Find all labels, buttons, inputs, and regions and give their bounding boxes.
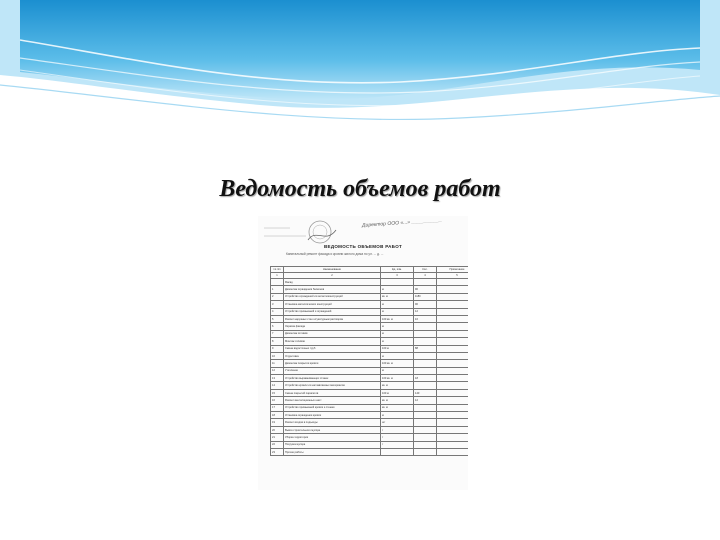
table-cell: 1180 bbox=[414, 293, 437, 300]
table-cell: Смена водосточных труб bbox=[284, 345, 381, 352]
table-cell bbox=[437, 367, 469, 374]
table-cell: 100 кв. м bbox=[381, 360, 414, 367]
table-cell: Прочие работы bbox=[284, 448, 381, 455]
table-cell bbox=[414, 338, 437, 345]
table-cell bbox=[414, 382, 437, 389]
table-cell: 10 bbox=[271, 352, 284, 359]
table-cell: шт bbox=[381, 419, 414, 426]
table-cell: Окраска фасада bbox=[284, 323, 381, 330]
table-cell bbox=[437, 412, 469, 419]
table-cell: Устройство ограждений из металлоконструкций bbox=[284, 293, 381, 300]
table-cell bbox=[437, 448, 469, 455]
table-cell: т bbox=[381, 426, 414, 433]
table-cell: 8 bbox=[271, 338, 284, 345]
table-cell bbox=[437, 301, 469, 308]
table-cell: 9 bbox=[271, 345, 284, 352]
table-cell: м bbox=[381, 338, 414, 345]
table-cell bbox=[437, 352, 469, 359]
table-cell: 4 bbox=[271, 308, 284, 315]
table-cell bbox=[437, 360, 469, 367]
table-cell: 14 bbox=[271, 382, 284, 389]
table-cell: кв. м bbox=[381, 382, 414, 389]
table-row bbox=[271, 293, 469, 300]
table-cell bbox=[437, 345, 469, 352]
table-cell bbox=[437, 330, 469, 337]
table-cell bbox=[437, 308, 469, 315]
table-cell: 18 bbox=[414, 375, 437, 382]
table-cell: 100 кв. м bbox=[381, 375, 414, 382]
document-title: ВЕДОМОСТЬ ОБЪЕМОВ РАБОТ bbox=[324, 244, 403, 249]
table-cell: 7 bbox=[271, 330, 284, 337]
table-cell: Ремонт наружных стен штукатурным раствором bbox=[284, 315, 381, 322]
table-cell: 100 кв. м bbox=[381, 315, 414, 322]
table-cell: 20 bbox=[271, 426, 284, 433]
table-cell: Демонтаж ограждения балконов bbox=[284, 286, 381, 293]
table-cell: м bbox=[381, 301, 414, 308]
table-cell bbox=[381, 448, 414, 455]
table-cell: Демонтаж покрытия кровли bbox=[284, 360, 381, 367]
table-cell bbox=[437, 441, 469, 448]
table-cell bbox=[437, 382, 469, 389]
table-cell: 15 bbox=[271, 389, 284, 396]
table-cell bbox=[437, 338, 469, 345]
table-row bbox=[271, 382, 469, 389]
table-cell: 11 bbox=[271, 360, 284, 367]
table-cell: Монтаж отливов bbox=[284, 338, 381, 345]
table-row bbox=[271, 448, 469, 455]
slide-title: Ведомость объемов работ bbox=[219, 176, 501, 202]
header-index: 1 bbox=[271, 273, 284, 279]
table-cell: 5 bbox=[271, 315, 284, 322]
table-cell: 1 bbox=[271, 286, 284, 293]
table-cell: 17 bbox=[271, 404, 284, 411]
table-row bbox=[271, 345, 469, 352]
table-cell bbox=[437, 404, 469, 411]
table-row bbox=[271, 412, 469, 419]
table-cell: м bbox=[381, 286, 414, 293]
table-cell: 90 bbox=[414, 301, 437, 308]
table-row bbox=[271, 352, 469, 359]
header-index: 5 bbox=[437, 273, 469, 279]
table-cell: Устройство кровли из наплавляемых материалов bbox=[284, 382, 381, 389]
table-cell: 88 bbox=[414, 345, 437, 352]
table-cell bbox=[414, 426, 437, 433]
table-cell: Огрунтовка bbox=[284, 352, 381, 359]
header-wave-banner bbox=[0, 0, 720, 130]
table-cell: кв. м bbox=[381, 397, 414, 404]
header-name: Наименование bbox=[284, 267, 381, 273]
table-row bbox=[271, 426, 469, 433]
table-cell: м bbox=[381, 412, 414, 419]
table-cell: м bbox=[381, 330, 414, 337]
table-cell bbox=[414, 352, 437, 359]
table-cell: 100 м bbox=[381, 389, 414, 396]
document-subtitle: Капитальный ремонт фасада и кровли жилого дома по ул. ... д. ... bbox=[286, 252, 384, 256]
table-cell: 22 bbox=[271, 441, 284, 448]
scanned-document bbox=[258, 216, 468, 490]
table-cell: Устройство выравнивающих стяжек bbox=[284, 375, 381, 382]
table-cell: Установка ограждения кровли bbox=[284, 412, 381, 419]
table-cell bbox=[414, 434, 437, 441]
table-cell bbox=[437, 375, 469, 382]
table-row bbox=[271, 419, 469, 426]
table-cell: Демонтаж отливов bbox=[284, 330, 381, 337]
table-cell: м bbox=[381, 352, 414, 359]
table-cell bbox=[437, 426, 469, 433]
table-cell bbox=[414, 419, 437, 426]
header-index: 3 bbox=[381, 273, 414, 279]
table-cell: Уборка территории bbox=[284, 434, 381, 441]
table-row bbox=[271, 323, 469, 330]
table-row bbox=[271, 389, 469, 396]
header-quantity: Кол. bbox=[414, 267, 437, 273]
table-cell bbox=[437, 323, 469, 330]
header-note: Примечание bbox=[437, 267, 469, 273]
table-cell bbox=[437, 293, 469, 300]
header-number: № п/п bbox=[271, 267, 284, 273]
table-cell: 16 bbox=[414, 315, 437, 322]
table-cell bbox=[414, 330, 437, 337]
table-row bbox=[271, 375, 469, 382]
section-cell bbox=[271, 279, 284, 286]
table-cell bbox=[437, 419, 469, 426]
table-row bbox=[271, 360, 469, 367]
table-cell bbox=[437, 315, 469, 322]
table-cell bbox=[437, 434, 469, 441]
table-row bbox=[271, 338, 469, 345]
table-cell: 12 bbox=[271, 367, 284, 374]
table-cell: 3 bbox=[271, 301, 284, 308]
section-cell bbox=[414, 279, 437, 286]
table-cell bbox=[414, 323, 437, 330]
table-cell: м bbox=[381, 308, 414, 315]
table-cell: Вывоз строительного мусора bbox=[284, 426, 381, 433]
table-row bbox=[271, 441, 469, 448]
table-cell: 23 bbox=[271, 448, 284, 455]
table-cell: м bbox=[381, 323, 414, 330]
table-cell: Установка металлических конструкций bbox=[284, 301, 381, 308]
table-cell bbox=[437, 286, 469, 293]
approval-signature: Директор ООО «...» ___________ bbox=[361, 217, 443, 229]
table-cell: Ремонт входов в подъезды bbox=[284, 419, 381, 426]
table-row bbox=[271, 315, 469, 322]
table-row bbox=[271, 301, 469, 308]
table-cell: 16 bbox=[271, 397, 284, 404]
table-cell bbox=[414, 360, 437, 367]
table-cell: 2 bbox=[271, 293, 284, 300]
section-row bbox=[271, 279, 469, 286]
table-cell: 19 bbox=[271, 419, 284, 426]
table-row bbox=[271, 330, 469, 337]
table-cell bbox=[414, 412, 437, 419]
table-row bbox=[271, 308, 469, 315]
table-cell: м bbox=[381, 367, 414, 374]
table-row bbox=[271, 434, 469, 441]
table-cell: 21 bbox=[271, 434, 284, 441]
table-cell: Смена покрытий парапетов bbox=[284, 389, 381, 396]
table-cell: 100 м bbox=[381, 345, 414, 352]
table-cell bbox=[437, 397, 469, 404]
table-cell: 12 bbox=[414, 397, 437, 404]
section-cell bbox=[437, 279, 469, 286]
table-cell: 140 bbox=[414, 389, 437, 396]
section-label: Фасад bbox=[284, 279, 381, 286]
table-body bbox=[271, 286, 469, 456]
table-cell: 12 bbox=[414, 308, 437, 315]
table-cell bbox=[414, 404, 437, 411]
table-cell: 6 bbox=[271, 323, 284, 330]
table-cell: Ремонт вентиляционных шахт bbox=[284, 397, 381, 404]
table-cell: т bbox=[381, 441, 414, 448]
table-row bbox=[271, 286, 469, 293]
table-cell bbox=[414, 367, 437, 374]
table-cell: 13 bbox=[271, 375, 284, 382]
header-index: 2 bbox=[284, 273, 381, 279]
header-unit: Ед. изм. bbox=[381, 267, 414, 273]
table-cell bbox=[414, 441, 437, 448]
table-cell bbox=[437, 389, 469, 396]
table-row bbox=[271, 397, 469, 404]
section-cell bbox=[381, 279, 414, 286]
table-cell: кв. м bbox=[381, 293, 414, 300]
table-cell: кв. м bbox=[381, 404, 414, 411]
table-row bbox=[271, 367, 469, 374]
header-index: 4 bbox=[414, 273, 437, 279]
table-cell bbox=[414, 448, 437, 455]
table-cell: Устройство примыканий и ограждений bbox=[284, 308, 381, 315]
volume-table bbox=[270, 266, 468, 456]
table-cell: 90 bbox=[414, 286, 437, 293]
table-cell: Погрузка мусора bbox=[284, 441, 381, 448]
table-cell: 18 bbox=[271, 412, 284, 419]
table-row bbox=[271, 404, 469, 411]
table-cell: Утепление bbox=[284, 367, 381, 374]
table-cell: Устройство примыканий кровли к стенам bbox=[284, 404, 381, 411]
table-cell: т bbox=[381, 434, 414, 441]
